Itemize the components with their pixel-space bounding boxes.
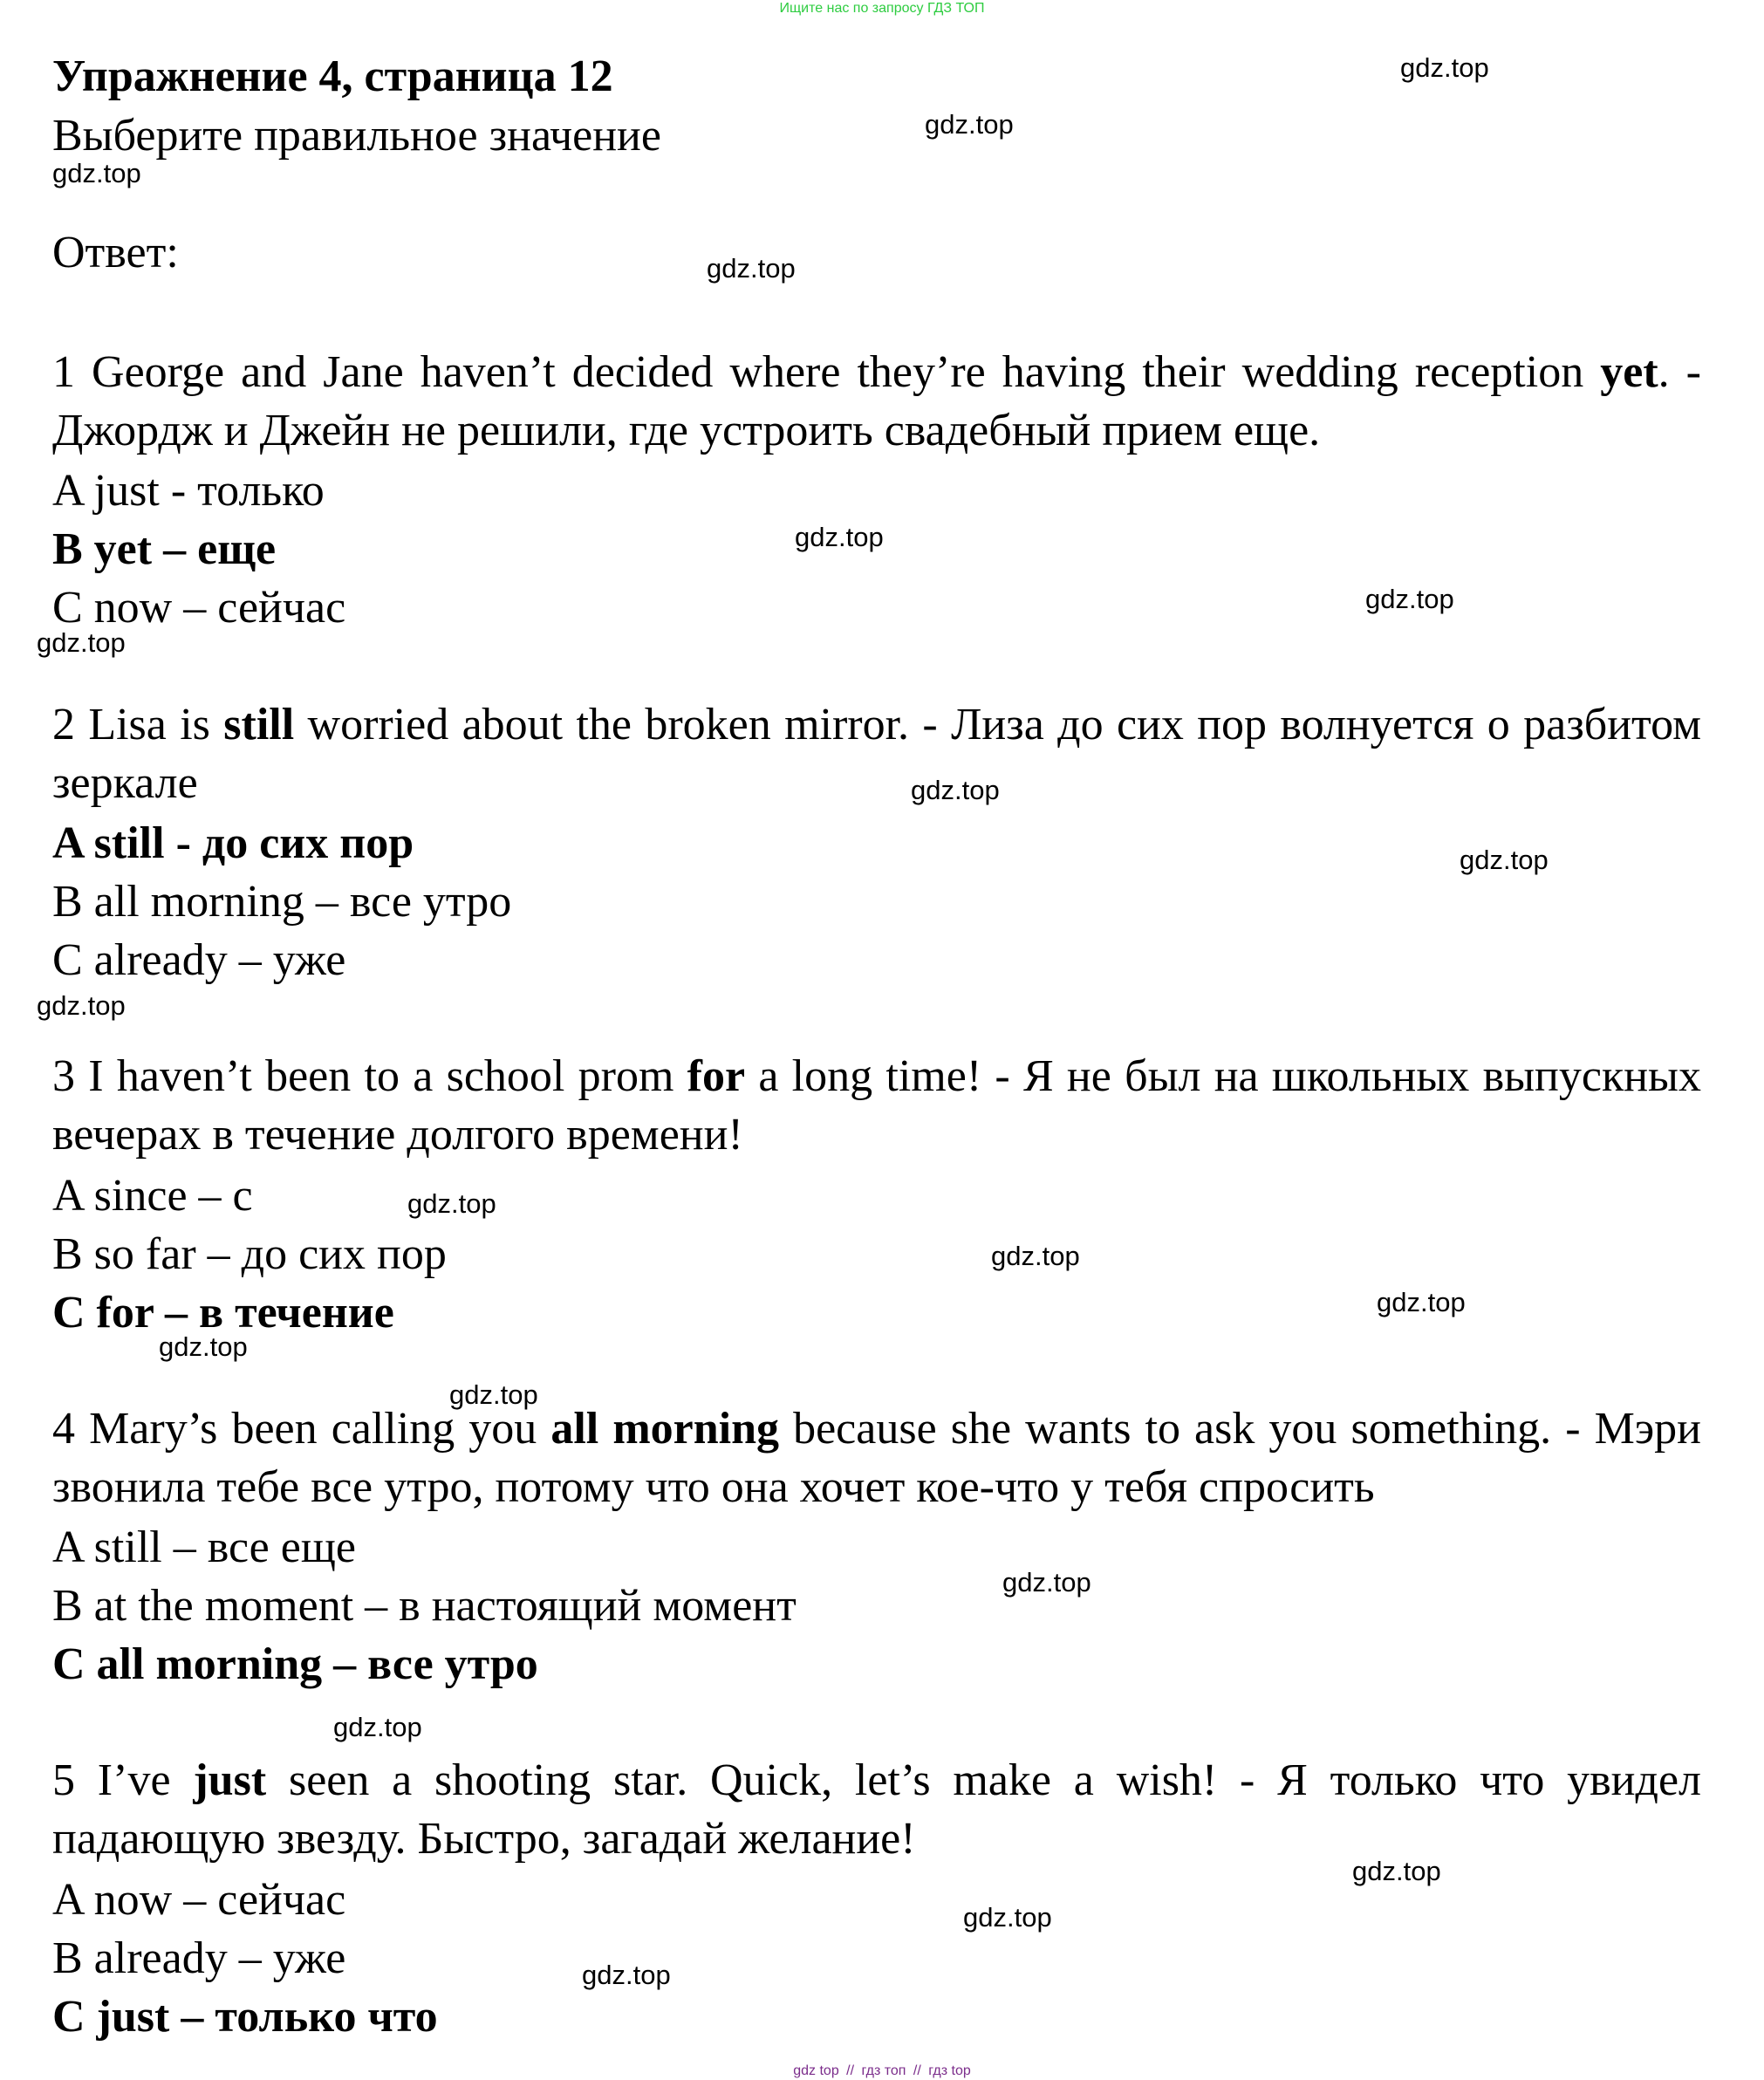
question-1-option-b-correct: B yet – еще <box>52 524 277 574</box>
question-2-keyword: still <box>223 700 295 749</box>
page-subtitle: Выберите правильное значение <box>52 111 661 161</box>
question-5-text: 5 I’ve just seen a shooting star. Quick, let’s make a wish! - Я только что увидел падающую звезду. Быстро, загадай желание! <box>52 1755 1701 1864</box>
question-1-keyword: yet <box>1600 347 1658 397</box>
question-4-option-b: B at the moment – в настоящий момент <box>52 1581 797 1631</box>
question-3-text: 3 I haven’t been to a school prom for a long time! - Я не был на школьных выпускных вечерах в течение долгого времени! <box>52 1051 1701 1160</box>
watermark: gdz.top <box>925 109 1014 140</box>
question-4-text: 4 Mary’s been calling you all morning because she wants to ask you something. - Мэри звонила тебе все утро, потому что она хочет кое-что у тебя спросить <box>52 1404 1702 1512</box>
watermark: gdz.top <box>37 990 126 1021</box>
watermark: gdz.top <box>1400 52 1489 83</box>
question-1-option-c: C now – сейчас <box>52 583 346 633</box>
watermark: gdz.top <box>1002 1567 1091 1598</box>
watermark: gdz.top <box>911 775 1000 805</box>
footer-link-gdz-top[interactable]: gdz top <box>793 2063 839 2078</box>
question-2-option-c: C already – уже <box>52 935 346 985</box>
question-5-keyword: just <box>193 1755 267 1805</box>
watermark: gdz.top <box>707 253 796 284</box>
watermark: gdz.top <box>582 1960 671 1990</box>
footer-link-gdz-top-ru[interactable]: гдз топ <box>861 2063 906 2078</box>
watermark: gdz.top <box>407 1188 496 1219</box>
watermark: gdz.top <box>333 1712 422 1742</box>
question-2-text: 2 Lisa is still worried about the broken mirror. - Лиза до сих пор волнуется о разбитом зеркале <box>52 700 1701 808</box>
question-1-text: 1 George and Jane haven’t decided where they’re having their wedding reception yet. - Джордж и Джейн не решили, где устроить свадебный прием еще. <box>52 347 1701 455</box>
watermark: gdz.top <box>1377 1287 1466 1317</box>
footer-links <box>0 2063 1764 2080</box>
footer-separator: // <box>846 2063 855 2078</box>
question-5-option-c-correct: C just – только что <box>52 1992 438 2042</box>
question-4-option-c-correct: C all morning – все утро <box>52 1639 538 1689</box>
watermark: gdz.top <box>37 627 126 658</box>
question-3-option-a: A since – с <box>52 1171 253 1221</box>
question-3-keyword: for <box>687 1051 746 1101</box>
footer-separator: // <box>913 2063 921 2078</box>
watermark: gdz.top <box>449 1379 538 1410</box>
question-4-keyword: all morning <box>550 1404 780 1454</box>
watermark: gdz.top <box>963 1902 1052 1933</box>
question-5-option-b: B already – уже <box>52 1933 346 1983</box>
question-3-option-c-correct: C for – в течение <box>52 1288 394 1338</box>
answer-label: Ответ: <box>52 228 179 277</box>
watermark: gdz.top <box>991 1241 1080 1271</box>
watermark: gdz.top <box>52 158 141 188</box>
footer-link-gdz-top-mixed[interactable]: гдз top <box>928 2063 971 2078</box>
watermark: gdz.top <box>1365 584 1454 614</box>
watermark: gdz.top <box>1460 845 1549 875</box>
watermark: gdz.top <box>795 522 884 552</box>
watermark: gdz.top <box>159 1331 248 1362</box>
page-title: Упражнение 4, страница 12 <box>52 51 613 101</box>
question-2-option-b: B all morning – все утро <box>52 877 512 927</box>
question-1-option-a: A just - только <box>52 466 325 516</box>
question-4-option-a: A still – все еще <box>52 1522 356 1572</box>
question-5-option-a: A now – сейчас <box>52 1875 346 1925</box>
watermark: gdz.top <box>1352 1856 1441 1886</box>
question-2-option-a-correct: A still - до сих пор <box>52 818 414 868</box>
header-banner: Ищите нас по запросу ГДЗ ТОП <box>779 1 985 16</box>
question-3-option-b: B so far – до сих пор <box>52 1229 447 1279</box>
